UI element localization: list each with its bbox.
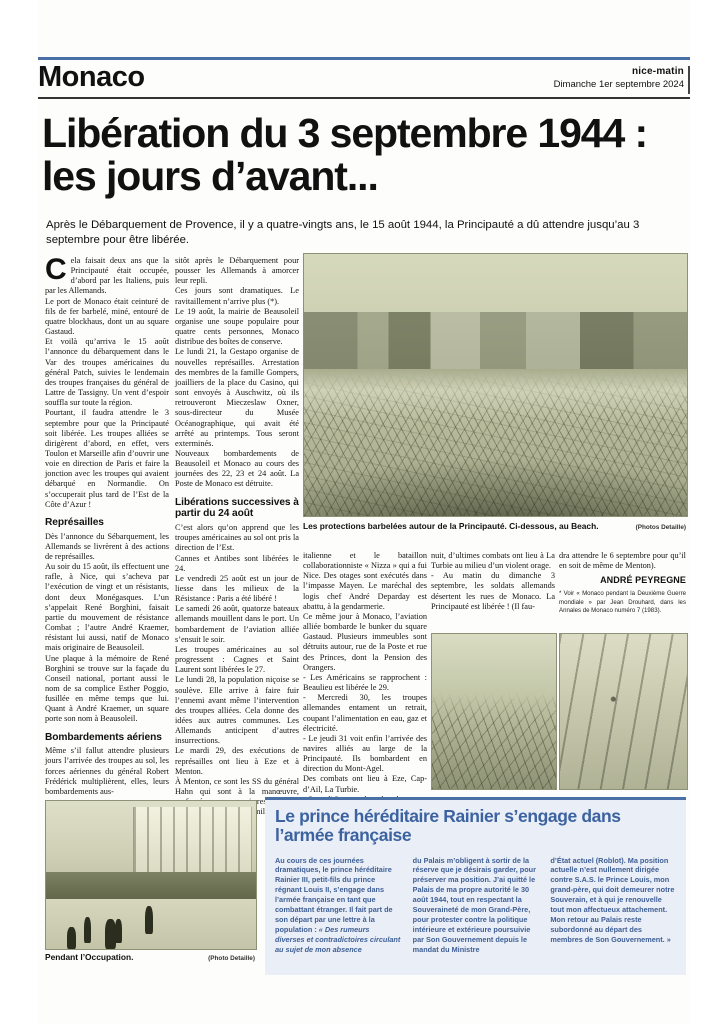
article-column-5 [559, 551, 686, 616]
paragraph: Ce même jour à Monaco, l’aviation alliée bombarde le bunker du square Gastaud. Plusieurs immeubles sont détruits autour, rue de la Poste et rue des Princes, dont la Pension des Orangers. [303, 611, 427, 672]
photo-during-occupation [45, 800, 257, 950]
author-byline: ANDRÉ PEYREGNE [600, 575, 686, 586]
sidebar-intro-text: Au cours de ces journées dramatiques, le prince héréditaire Rainier III, petit-fils du prince régnant Louis II, s’engage dans l’armée française en tant que combattant étranger. Il fait part de son départ par une lettre à la population : [275, 855, 393, 934]
sidebar-column-3: d’État actuel (Roblot). Ma position actuelle n’est nullement dirigée contre S.A.S. le Prince Louis, mon grand-père, qui doit demeurer notre Souverain, et à qui je renouvelle tout mon affectueux attachement. Mon retour au Palais reste subordonné au départ des membres de Son Gouvernement. » [550, 855, 675, 944]
standfirst: Après le Débarquement de Provence, il y a quatre-vingts ans, le 15 août 1944, la Principauté a dû attendre jusqu’au 3 septembre pour être libérée. [46, 219, 640, 247]
paragraph: Le port de Monaco était ceinturé de fils de fer barbelé, miné, entouré de quatre blockhaus, dont un au square Gastaud. [45, 296, 169, 337]
paragraph: À Menton, ce sont les SS du général Hahn qui sont à la manœuvre, [175, 776, 299, 797]
photo-beach-left [431, 633, 557, 790]
paragraph: Ces jours sont dramatiques. Le ravitaillement n’arrive plus (*). [175, 286, 299, 306]
page-title: Libération du 3 septembre 1944 : les jours d’avant... [42, 110, 648, 200]
photo-beach-right [559, 633, 688, 790]
masthead [38, 57, 690, 99]
paragraph: Le samedi 26 août, quatorze bateaux allemands mouillent dans le port. Un bombardement de l’aviation alliée s’ensuit le soir. [175, 604, 299, 644]
brand-name: nice-matin [631, 66, 684, 78]
lead-text: ela faisait deux ans que la Principauté était occupée, d’abord par les Italiens, puis par les Allemands. [45, 256, 169, 296]
caption-text: Les protections barbelées autour de la Principauté. Ci-dessous, au Beach. [303, 521, 599, 531]
paragraph: Même s’il fallut attendre plusieurs jours l’arrivée des troupes au sol, les forces aériennes du général Robert Frédérick multiplièrent, elles, leurs bombardements aus- [45, 746, 169, 796]
caption-main-photo [303, 521, 686, 531]
paragraph: italienne et le bataillon collaborationniste « Nizza » qui a fui Nice. Des otages sont exécutés dans l’impasse Mayen. Le maréchal des logis chef André Deparday est abattu, à la gendarmerie. [303, 551, 427, 611]
sidebar-column-1 [275, 856, 401, 955]
article-column-3 [303, 551, 427, 805]
article-column-4 [431, 551, 555, 612]
paragraph: dra attendre le 6 septembre pour qu’il en soit de même de Menton). [559, 551, 686, 571]
photo-figure [115, 919, 122, 943]
paragraph: Le mardi 29, des exécutions de représailles ont lieu à Eze et à Menton. [175, 746, 299, 776]
photo-skyline [304, 312, 687, 370]
paragraph: sitôt après le Débarquement pour pousser les Allemands à amorcer leur repli. [175, 256, 299, 286]
sidebar-column-2: du Palais m’obligent à sortir de la réserve que je désirais garder, pour préserver ma position. J’ai quitté le Palais de ma propre autorité le 30 août 1944, tout en respectant la Souveraineté de mon Grand-Père, pour protester contre la politique intérieure et extérieure poursuivie par Son Gouvernement depuis le mandat du Ministre [412, 855, 536, 954]
caption-bottom-photo [45, 952, 255, 962]
photo-figure [84, 917, 91, 943]
paragraph: Une plaque à la mémoire de René Borghini se trouve sur la façade du Conseil national, portant aussi le nom de sa complice Esther Poggio, fusillée en même temps que lui. Quant à André Kraemer, un square porte son nom à Beausoleil. [45, 653, 169, 724]
subheading-liberations: Libérations successives à partir du 24 août [175, 496, 299, 520]
footnote: * Voir « Monaco pendant la Deuxième Guerre mondiale » par Jean Drouhard, dans les Annales de Monaco numéro 7 (1983). [559, 590, 686, 615]
paragraph: - Mercredi 30, les troupes allemandes entament un retrait, coupant l’alimentation en eau, gaz et électricité. [303, 693, 427, 733]
paragraph: - Au matin du dimanche 3 septembre, les soldats allemands désertent les rues de Monaco. La Principauté est libérée ! (Il fau- [431, 571, 555, 611]
lead-paragraph [45, 253, 169, 297]
masthead-bottom-rule [38, 97, 690, 99]
article-column-1 [45, 253, 169, 797]
paragraph: Cannes et Antibes sont libérées le 24. [175, 553, 299, 573]
section-title: Monaco [38, 61, 145, 93]
article-column-2 [175, 256, 299, 818]
photo-credit: (Photos Detaille) [635, 524, 686, 531]
photo-figure [145, 906, 153, 934]
paragraph: Des combats ont lieu à Eze, Cap-d’Ail, La Turbie. [303, 774, 427, 794]
photo-texture [432, 634, 556, 789]
paragraph: Dès l’annonce du Sébarquement, les Allemands se livrèrent à des actions de représailles. [45, 531, 169, 561]
paragraph: Le 19 août, la mairie de Beausoleil organise une soupe populaire pour quatre cents personnes, Monaco distribue des boîtes de conserve. [175, 306, 299, 347]
photo-texture [560, 634, 687, 789]
paragraph: Et voilà qu’arriva le 15 août l’annonce du débarquement dans le Var des troupes américaines du général Patch, suivies le lendemain des troupes françaises du général de Lattre de Tassigny. Un vent d’espoir souffla sur toute la région. [45, 337, 169, 408]
masthead-meta [554, 66, 690, 94]
photo-barbed-wire-principality [303, 253, 688, 517]
sidebar-quote-start: « Des rumeurs diverses et contradictoires circulant au sujet de mon absence [275, 924, 401, 954]
caption-text: Pendant l’Occupation. [45, 952, 134, 962]
masthead-row [38, 60, 690, 94]
sidebar-title: Le prince héréditaire Rainier s’engage dans l’armée française [275, 806, 621, 846]
sidebar-box-rainier [265, 797, 686, 975]
paragraph: Les troupes américaines au sol progressent : Cagnes et Saint Laurent sont libérées le 27. [175, 644, 299, 675]
subheading-bombardements: Bombardements aériens [45, 731, 162, 743]
photo-texture [304, 254, 687, 516]
paragraph: nuit, d’ultimes combats ont lieu à La Turbie au milieu d’un violent orage. [431, 551, 555, 571]
photo-figure [67, 927, 76, 949]
paragraph: - Les Américains se rapprochent : Beaulieu est libérée le 29. [303, 672, 427, 693]
paragraph: Au soir du 15 août, ils effectuent une rafle, à Nice, qui s’acheva par l’exécution de vingt et un résistants, dont deux Monégasques. L’un s’appelait René Borghini, faisait partie du mouvement de résistance Combat ; l’autre André Kraemer, résistant lui aussi, natif de Monaco mais originaire de Beausoleil. [45, 562, 169, 653]
paragraph: - Le jeudi 31 voit enfin l’arrivée des navires alliés au large de la Principauté. Ils bombardent en direction du Mont-Agel. [303, 733, 427, 774]
subheading-representailles: Représailles [45, 516, 104, 528]
paragraph: Le lundi 21, la Gestapo organise de nouvelles représailles. Arrestation des membres de la famille Gompers, joailliers de la place du Casino, qui sont envoyés à Auschwitz, où ils retrouveront Mieczeslaw Oxner, sous-directeur du Musée Océanographique, qui avait été arrêté au printemps. Tous seront exterminés. [175, 347, 299, 448]
photo-figure [105, 919, 116, 949]
paragraph: Pourtant, il faudra attendre le 3 septembre pour que la Principauté soit libérée. Les troupes alliées se dirigèrent d’abord, en effet, vers Toulon et Marseille afin d’ouvrir une voie en direction de Paris et faire la jonction avec les troupes qui avaient débarqué en Normandie. On s’occuperait plus tard de l’Est de la Côte d’Azur ! [45, 408, 169, 509]
drop-cap: C [45, 253, 67, 286]
paragraph: Le vendredi 25 août est un jour de liesse dans les milieux de la Résistance : Paris a été libéré ! [175, 573, 299, 604]
photo-credit: (Photo Detaille) [208, 955, 255, 962]
paragraph: Nouveaux bombardements de Beausoleil et Monaco au cours des journées des 22, 23 et 24 août. La Poste de Monaco est détruite. [175, 448, 299, 489]
paragraph: Le lundi 28, la population niçoise se soulève. Elle arrive à faire fuir l’ennemi avant même l’intervention des troupes alliées. Cela donne des idées aux autres communes. Les Allemands anticipent d’autres insurrections. [175, 675, 299, 746]
paragraph: C’est alors qu’on apprend que les troupes américaines au sol ont pris la direction de l’Est. [175, 523, 299, 553]
publication-date: Dimanche 1er septembre 2024 [553, 79, 684, 91]
sidebar-columns [265, 846, 686, 955]
